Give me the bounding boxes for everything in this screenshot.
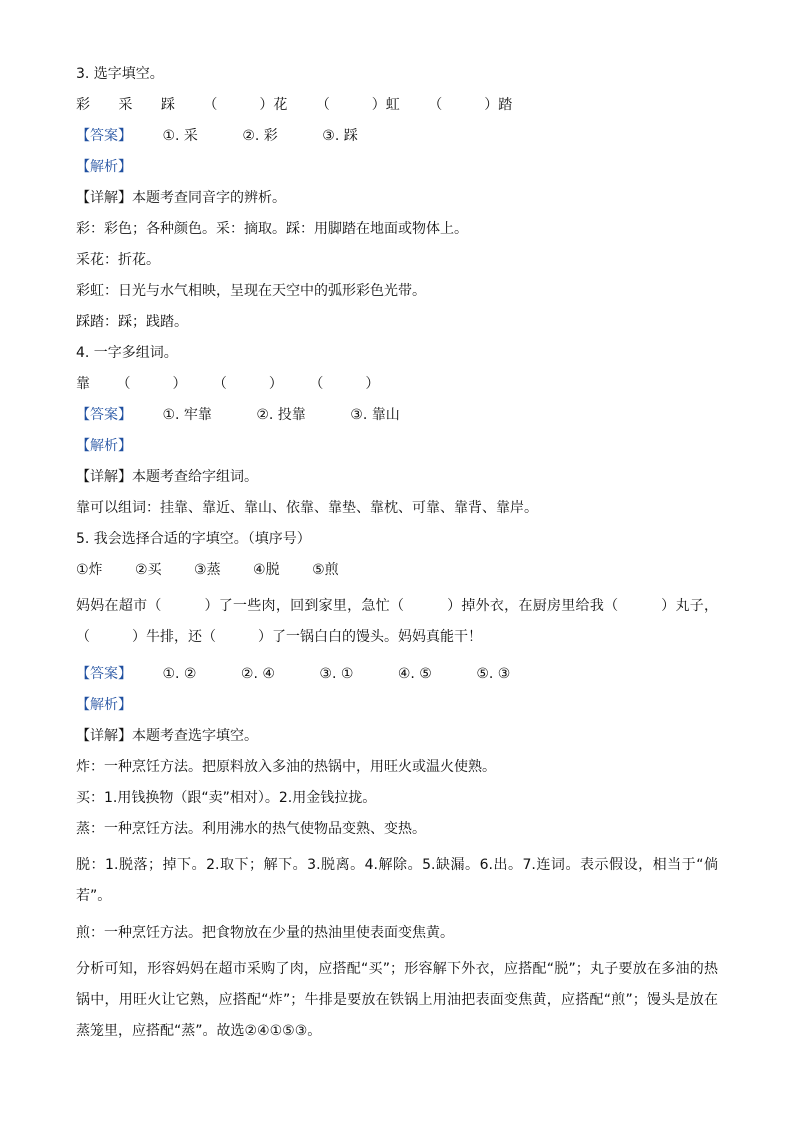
q3-blank: （ ）虹 [315, 97, 400, 113]
q4-blank: （ ） [116, 376, 187, 392]
q3-detail: 【详解】本题考查同音字的辨析。 [76, 190, 286, 206]
q4-char: 靠 [76, 376, 90, 392]
q3-answer: ②. 彩 [242, 128, 278, 144]
q3-answer: ①. 采 [162, 128, 198, 144]
q5-answer: ①. ② [162, 666, 197, 682]
answer-tag: 【答案】 [76, 407, 132, 423]
q4-title: 4. 一字多组词。 [76, 345, 178, 361]
q4-answer: ①. 牢靠 [162, 407, 212, 423]
q5-analysis-tag: 【解析】 [76, 697, 132, 713]
q5-answer: ②. ④ [240, 666, 275, 682]
q5-title: 5. 我会选择合适的字填空。（填序号） [76, 531, 311, 547]
q3-analysis-tag: 【解析】 [76, 159, 132, 175]
q5-explanation-line: 买：1.用钱换物（跟“卖”相对）。2.用金钱拉拢。 [76, 790, 377, 806]
q4-explanation-line: 靠可以组词：挂靠、靠近、靠山、依靠、靠垫、靠枕、可靠、靠背、靠岸。 [76, 500, 538, 516]
q5-explanation-line: 炸：一种烹饪方法。把原料放入多油的热锅中，用旺火或温火使熟。 [76, 759, 496, 775]
q3-option: 踩 [160, 97, 175, 113]
q3-blank: （ ）踏 [428, 97, 513, 113]
q3-title: 3. 选字填空。 [76, 66, 164, 82]
q5-answer: ④. ⑤ [397, 666, 432, 682]
q5-summary: 分析可知，形容妈妈在超市采购了肉，应搭配“买”；形容解下外衣，应搭配“脱”；丸子要放在多油的热锅中，用旺火让它熟，应搭配“炸”；牛排是要放在铁锅上用油把表面变焦黄，应搭配“煎”；馒头是放在蒸笼里，应搭配“蒸”。故选②④①⑤③。 [76, 961, 718, 1039]
q3-option: 采 [118, 97, 133, 113]
q3-blank: （ ）花 [203, 97, 288, 113]
q5-passage: 妈妈在超市（ ）了一些肉，回到家里，急忙（ ）掉外衣，在厨房里给我（ ）丸子，（ ）牛排，还（ ）了一锅白白的馒头。妈妈真能干！ [76, 598, 718, 645]
q5-explanation-line: 煎：一种烹饪方法。把食物放在少量的热油里使表面变焦黄。 [76, 925, 454, 941]
q5-answer: ③. ① [319, 666, 354, 682]
q5-detail: 【详解】本题考查选字填空。 [76, 728, 258, 744]
q3-option: 彩 [76, 97, 90, 113]
q3-explanation-line: 彩虹：日光与水气相映，呈现在天空中的弧形彩色光带。 [76, 283, 426, 299]
q4-answer: ③. 靠山 [350, 407, 400, 423]
q5-option: ⑤煎 [312, 562, 339, 578]
answer-tag: 【答案】 [76, 666, 132, 682]
q5-option: ①炸 [76, 562, 103, 578]
q3-answer-row [76, 126, 718, 146]
q4-blank: （ ） [212, 376, 283, 392]
q5-answer-row [76, 664, 718, 684]
q5-answer: ⑤. ③ [476, 666, 511, 682]
q4-answer: ②. 投靠 [256, 407, 306, 423]
q3-options-row [76, 95, 718, 115]
q3-explanation-line: 踩踏：踩；践踏。 [76, 314, 188, 330]
q5-option: ②买 [135, 562, 162, 578]
q5-option: ③蒸 [194, 562, 221, 578]
q4-answer-row [76, 405, 718, 425]
q5-explanation-line: 蒸：一种烹饪方法。利用沸水的热气使物品变熟、变热。 [76, 821, 426, 837]
answer-tag: 【答案】 [76, 128, 132, 144]
q4-blanks-row [76, 374, 718, 394]
q5-explanation-line: 脱：1.脱落；掉下。2.取下；解下。3.脱离。4.解除。5.缺漏。6.出。7.连词。表示假设，相当于“倘若”。 [76, 857, 718, 904]
q5-options-row [76, 560, 718, 580]
q5-option: ④脱 [253, 562, 280, 578]
q4-analysis-tag: 【解析】 [76, 438, 132, 454]
q3-explanation-line: 彩：彩色；各种颜色。采：摘取。踩：用脚踏在地面或物体上。 [76, 221, 468, 237]
q4-detail: 【详解】本题考查给字组词。 [76, 469, 258, 485]
q3-explanation-line: 采花：折花。 [76, 252, 160, 268]
q3-answer: ③. 踩 [322, 128, 358, 144]
q4-blank: （ ） [309, 376, 380, 392]
